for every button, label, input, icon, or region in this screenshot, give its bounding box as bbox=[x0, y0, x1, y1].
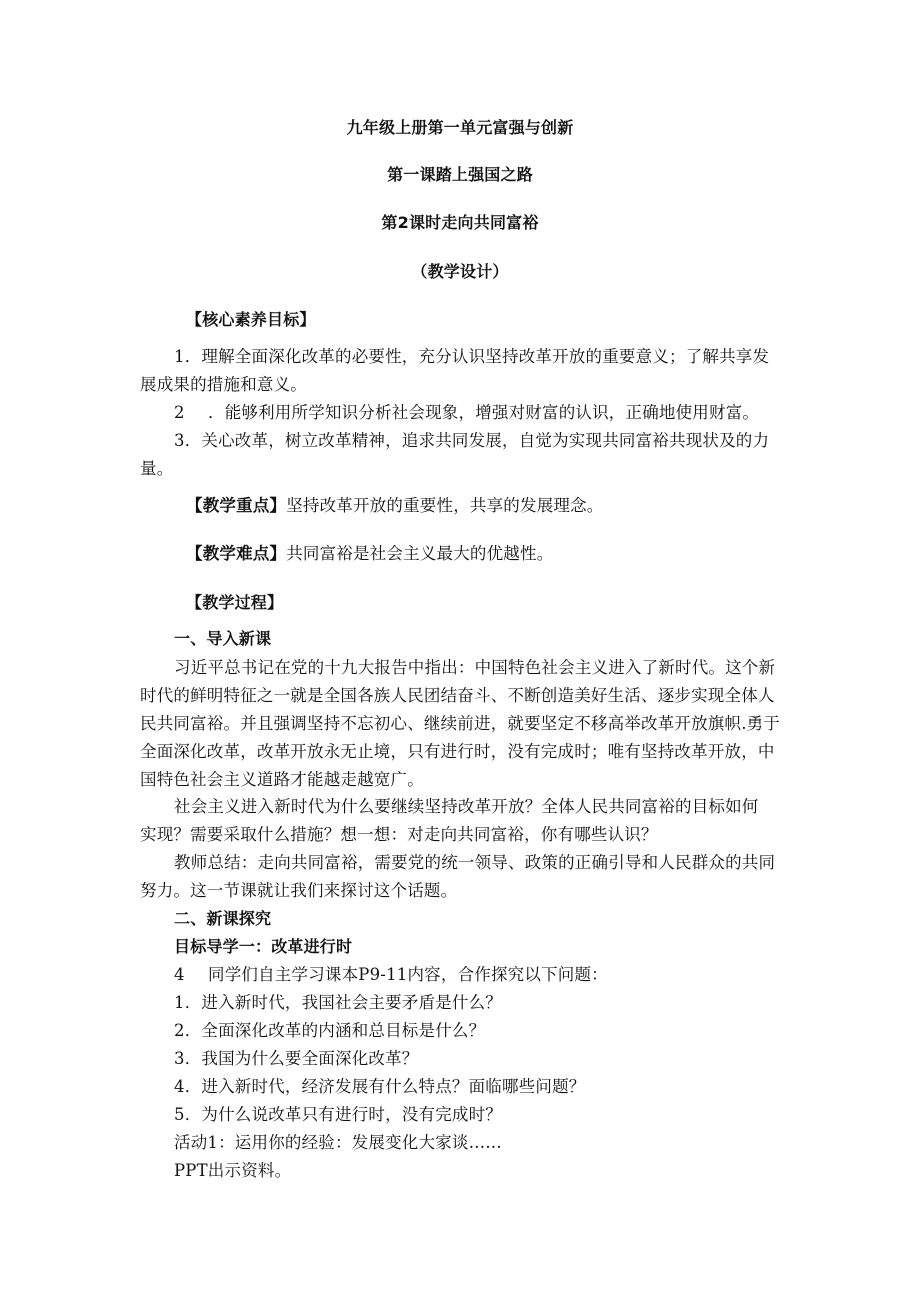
lesson-title: 第一课踏上强国之路 bbox=[387, 165, 533, 184]
study-task-number: 4 bbox=[174, 965, 185, 984]
goal-item-1: 1．理解全面深化改革的必要性，充分认识坚持改革开放的重要意义；了解共享发 bbox=[174, 347, 770, 366]
teacher-summary-line-2: 努力。这一节课就让我们来探讨这个话题。 bbox=[140, 881, 458, 900]
question-paragraph-line-2: 实现？需要采取什么措施？想一想：对走向共同富裕，你有哪些认识？ bbox=[140, 825, 658, 844]
document-title: 九年级上册第一单元富强与创新 bbox=[346, 118, 574, 137]
difficult-point-label: 【教学难点】 bbox=[186, 544, 287, 563]
goal-item-3-cont: 量。 bbox=[140, 459, 174, 478]
intro-paragraph-line-2: 时代的鲜明特征之一就是全国各族人民团结奋斗、不断创造美好生活、逐步实现全体人 bbox=[140, 686, 775, 705]
goal-item-2-text: ．能够利用所学知识分析社会现象，增强对财富的认识，正确地使用财富。 bbox=[208, 403, 760, 422]
question-item-4: 4．进入新时代，经济发展有什么特点？面临哪些问题？ bbox=[174, 1077, 586, 1096]
goal-guide-heading: 目标导学一：改革进行时 bbox=[174, 937, 353, 956]
goal-item-1-cont: 展成果的措施和意义。 bbox=[140, 375, 307, 394]
question-item-3: 3．我国为什么要全面深化改革？ bbox=[174, 1049, 419, 1068]
section-explore-heading: 二、新课探究 bbox=[174, 909, 272, 928]
intro-paragraph-line-3: 民共同富裕。并且强调坚持不忘初心、继续前进，就要坚定不移高举改革开放旗帜.勇于 bbox=[140, 714, 781, 733]
ppt-note: PPT出示资料。 bbox=[174, 1161, 292, 1180]
goal-item-2-number: 2 bbox=[174, 403, 185, 422]
goal-item-3: 3．关心改革，树立改革精神，追求共同发展，自觉为实现共同富裕共现状及的力 bbox=[174, 431, 770, 450]
difficult-point bbox=[186, 544, 553, 564]
process-heading: 【教学过程】 bbox=[186, 593, 284, 612]
question-paragraph-line-1: 社会主义进入新时代为什么要继续坚持改革开放？全体人民共同富裕的目标如何 bbox=[174, 797, 759, 816]
question-item-5: 5．为什么说改革只有进行时，没有完成时？ bbox=[174, 1105, 502, 1124]
intro-paragraph-line-1: 习近平总书记在党的十九大报告中指出：中国特色社会主义进入了新时代。这个新 bbox=[174, 658, 776, 677]
goals-heading: 【核心素养目标】 bbox=[186, 310, 316, 329]
key-point-text: 坚持改革开放的重要性，共享的发展理念。 bbox=[286, 496, 604, 515]
section-intro-heading: 一、导入新课 bbox=[174, 629, 272, 648]
key-point-label: 【教学重点】 bbox=[186, 496, 287, 515]
study-task-text: 同学们自主学习课本P9-11内容，合作探究以下问题： bbox=[208, 965, 608, 984]
question-item-2: 2．全面深化改革的内涵和总目标是什么？ bbox=[174, 1021, 486, 1040]
goal-item-2 bbox=[174, 403, 759, 423]
key-point bbox=[186, 496, 604, 516]
design-subtitle: （教学设计） bbox=[411, 262, 509, 281]
activity-1: 活动1：运用你的经验：发展变化大家谈…… bbox=[174, 1133, 502, 1152]
teacher-summary-line-1: 教师总结：走向共同富裕，需要党的统一领导、政策的正确引导和人民群众的共同 bbox=[174, 853, 776, 872]
intro-paragraph-line-5: 国特色社会主义道路才能越走越宽广。 bbox=[140, 770, 424, 789]
study-task bbox=[174, 965, 608, 985]
question-item-1: 1．进入新时代，我国社会主要矛盾是什么？ bbox=[174, 993, 502, 1012]
period-title: 第2课时走向共同富裕 bbox=[381, 213, 539, 232]
intro-paragraph-line-4: 全面深化改革，改革开放永无止境，只有进行时，没有完成时；唯有坚持改革开放，中 bbox=[140, 742, 775, 761]
difficult-point-text: 共同富裕是社会主义最大的优越性。 bbox=[286, 544, 554, 563]
